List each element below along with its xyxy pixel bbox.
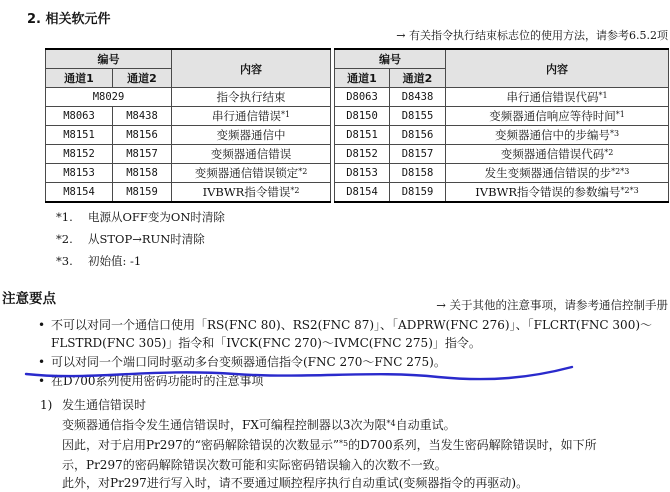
footnote-ref: *2 [290,185,300,195]
device-code: D8151 [335,126,390,145]
table-row [46,183,331,203]
table-row [335,164,669,183]
para-line-1 [62,416,665,436]
table-row [335,145,669,164]
bullet-text: 在D700系列使用密码功能时的注意事项 [51,374,264,388]
device-desc [446,183,669,203]
footnote-mark: *2. [56,232,73,246]
device-code: D8159 [390,183,446,203]
desc-text: IVBWR指令错误的参数编号 [475,185,621,199]
footnote-2 [56,228,225,250]
desc-text: 变频器通信错误代码 [500,147,605,161]
device-desc [172,183,331,203]
table-row [46,164,331,183]
desc-text: 变频器通信中的步编号 [494,128,610,142]
footnote-ref: *2 [604,147,614,157]
numbered-note [40,397,665,492]
desc-text: IVBWR指令错误 [202,185,291,199]
device-desc [446,107,669,126]
device-code: D8154 [335,183,390,203]
desc-text: 串行通信错误 [211,109,281,123]
reference-note-manual: → 关于其他的注意事项，请参考通信控制手册 [436,298,668,312]
device-code: M8157 [113,145,172,164]
device-code: D8155 [390,107,446,126]
para-text: 的D700系列，当发生密码解除错误时，如下所 [348,438,597,452]
table-row [335,126,669,145]
device-code: D8438 [390,88,446,107]
footnote-mark: *3. [56,254,73,268]
col-header-content: 内容 [446,49,669,88]
device-code: D8063 [335,88,390,107]
desc-text: 变频器通信响应等待时间 [489,109,616,123]
footnote-1 [56,206,225,228]
device-code: M8153 [46,164,113,183]
desc-text: 发生变频器通信错误的步 [484,166,612,180]
device-code: M8151 [46,126,113,145]
device-code: M8159 [113,183,172,203]
notes-bullet-list [38,316,663,391]
footnote-text: 从STOP→RUN时清除 [88,232,205,246]
device-code: M8029 [46,88,172,107]
bullet-d700-password [38,372,663,390]
footnote-ref: *3 [609,128,620,138]
col-header-ch1: 通道1 [335,69,390,88]
para-line-2 [62,436,665,456]
bullet-line: 不可以对同一个通信口使用「RS(FNC 80)、RS2(FNC 87)」、「ADPRW(FNC 276)」、「FLCRT(FNC 300)～ [51,318,653,332]
bullet-icon: • [38,318,46,332]
table-row [335,183,669,203]
footnote-ref: *2*3 [611,166,630,176]
col-header-ch2: 通道2 [113,69,172,88]
device-desc [446,88,669,107]
footnote-ref: *5 [339,438,349,448]
bullet-line: FLSTRD(FNC 305)」指令和「IVCK(FNC 270)～IVMC(FNC 275)」指令。 [51,336,481,350]
para-line-4: 此外，对Pr297进行写入时，请不要通过顺控程序执行自动重试(变频器指令的再驱动)。 [62,476,529,490]
device-code: M8158 [113,164,172,183]
device-code: D8152 [335,145,390,164]
footnote-ref: *1 [280,109,291,119]
table-row [46,126,331,145]
device-desc [172,145,331,164]
table-footnotes [56,206,225,272]
footnote-ref: *1 [598,90,608,100]
bullet-icon: • [38,355,46,369]
device-code: M8063 [46,107,113,126]
desc-text: 变频器通信中 [216,128,286,142]
device-desc [446,126,669,145]
device-code: M8154 [46,183,113,203]
device-desc [172,107,331,126]
footnote-text: 电源从OFF变为ON时清除 [88,210,225,224]
device-code: M8152 [46,145,113,164]
footnote-text: 初始值: -1 [88,254,142,268]
table-row [46,145,331,164]
para-line-3: 示，Pr297的密码解除错误次数可能和实际密码错误输入的次数不一致。 [62,458,447,472]
numbered-title: 发生通信错误时 [62,398,147,412]
device-code: M8438 [113,107,172,126]
col-header-number: 编号 [335,49,446,69]
footnote-ref: *2 [298,166,308,176]
table-header-row [46,49,331,69]
desc-text: 变频器通信错误锁定 [194,166,299,180]
device-desc [446,164,669,183]
bullet-text [51,316,652,352]
device-code: D8153 [335,164,390,183]
footnote-mark: *1. [56,210,73,224]
table-row [46,107,331,126]
numbered-title-row [40,397,665,413]
table-header-row [335,49,669,69]
col-header-ch1: 通道1 [46,69,113,88]
col-header-number: 编号 [46,49,172,69]
table-row [46,88,331,107]
device-desc [172,164,331,183]
para-text: 因此，对于启用Pr297的“密码解除错误的次数显示” [62,438,339,452]
footnote-ref: *4 [386,418,396,428]
device-desc [172,88,331,107]
bullet-icon: • [38,374,46,388]
desc-text: 指令执行结束 [216,90,286,104]
device-code: M8156 [113,126,172,145]
m-device-table [45,48,331,203]
footnote-3 [56,250,225,272]
col-header-ch2: 通道2 [390,69,446,88]
numbered-paragraph [62,416,665,492]
footnote-ref: *1 [615,109,625,119]
table-row [335,88,669,107]
footnote-ref: *2*3 [620,185,639,195]
device-code: D8156 [390,126,446,145]
device-code: D8150 [335,107,390,126]
table-row [335,107,669,126]
numbered-label: 1) [40,398,53,412]
desc-text: 变频器通信错误 [210,147,292,161]
reference-note-top: → 有关指令执行结束标志位的使用方法，请参考6.5.2项 [396,29,668,42]
device-desc [446,145,669,164]
bullet-text: 可以对同一个端口同时驱动多台变频器通信指令(FNC 270～FNC 275)。 [51,355,446,369]
bullet-multi-inverter [38,353,663,371]
para-text: 变频器通信指令发生通信错误时，FX可编程控制器以3次为限 [62,418,387,432]
d-device-table [334,48,669,203]
para-text: 自动重试。 [395,418,456,432]
bullet-no-shared-port [38,316,663,352]
desc-text: 串行通信错误代码 [506,90,599,104]
device-desc [172,126,331,145]
page-title: 2. 相关软元件 [27,12,111,27]
device-code: D8157 [390,145,446,164]
section-title-notes: 注意要点 [2,291,56,307]
device-code: D8158 [390,164,446,183]
col-header-content: 内容 [172,49,331,88]
